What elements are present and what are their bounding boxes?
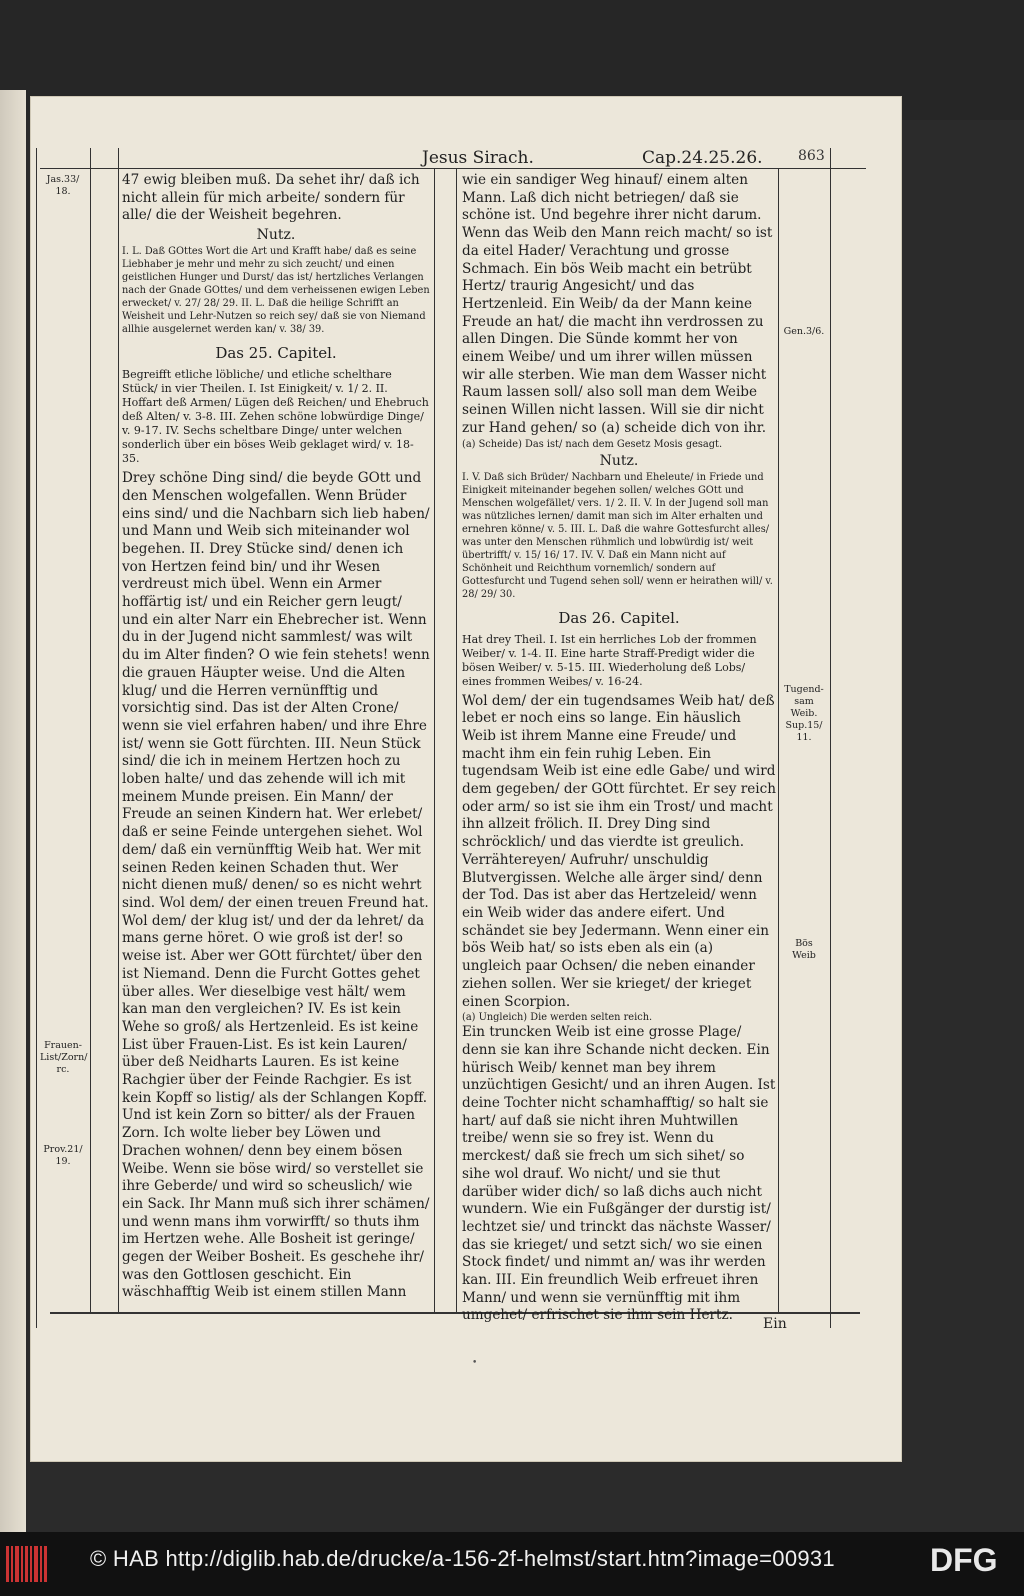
chapter-26-heading: Das 26. Capitel.	[558, 608, 680, 627]
dfg-logo: DFG	[930, 1542, 998, 1578]
nutz-text-2: I. V. Daß sich Brüder/ Nachbarn und Eheleute/ in Friede und Einigkeit miteinander begehen sollen/ welches GOtt und Menschen wolgefället/ vers. 1/ 2. II. V. In der Jugend soll man was nützliches lernen/ damit man sich im Alter erhalten und ernehren könne/ v. 5. III. L. Daß die wahre Gottesfurcht alles/ was unter den Menschen rühmlich und lobwürdig ist/ weit übertrifft/ v. 15/ 16/ 17. IV. V. Daß ein Mann nicht auf Schönheit und Reichthum vornemlich/ sondern auf Gottesfurcht und Tugend sehen soll/ wenn er heirathen will/ v. 28/ 29/ 30.	[462, 471, 773, 600]
chapter-25-heading: Das 25. Capitel.	[215, 344, 337, 363]
col1-left-rule	[118, 148, 119, 1314]
margin-note-right-2: Tugend- sam Weib. Sup.15/ 11.	[784, 684, 824, 743]
chapter-26-body-2: Ein truncken Weib ist eine grosse Plage/ denn sie kan ihre Schande nicht decken. Ein hürisch Weib/ kennet man bey ihrem unzüchtigen Gesicht/ und an ihren Augen. Ist deine Tochter nicht schamhafftig/ so halt sie hart/ auf daß sie nicht ihren Muhtwillen treibe/ wenn sie so frey ist. Wenn du merckest/ daß sie frech um sich sihet/ so sihe wol drauf. Wo nicht/ und sie thut darüber wider dich/ so laß dichs auch nicht wundern. Wie ein Fußgänger der durstig ist/ lechtzet sie/ und trinckt das nächste Wasser/ das sie krieget/ und setzt sich/ wo sie einen Stock findet/ und nimmt an/ was ihr werden kan. III. Ein freundlich Weib erfreuet ihren Mann/ und wenn sie vernünfftig mit ihm umgehet/ erfrischet sie ihm sein Hertz.	[462, 1024, 776, 1324]
chapter-26-body-1: Wol dem/ der ein tugendsames Weib hat/ deß lebet er noch eins so lange. Ein häuslich Weib ist ihrem Manne eine Freude/ und macht ihm ein fein ruhig Leben. Ein tugendsam Weib ist eine edle Gabe/ und wird dem gegeben/ der GOtt fürchtet. Er sey reich oder arm/ so ist sie ihm ein Trost/ und macht ihn allzeit frölich. II. Drey Ding sind schröcklich/ und das vierdte ist greulich. Verrähtereyen/ Aufruhr/ unschuldig Blutvergissen. Welche alle ärger sind/ denn der Tod. Das ist aber das Hertzeleid/ wenn ein Weib wider das andere eifert. Und schändet sie bey Jedermann. Wenn einer ein bös Weib hat/ so ists eben als ein (a) ungleich paar Ochsen/ die neben einander ziehen sollen. Wer sie krieget/ der krieget einen Scorpion.	[462, 692, 776, 1010]
margin-note-left-2: Frauen- List/Zorn/ rc.	[40, 1040, 88, 1075]
book-spine-edge	[0, 90, 26, 1560]
copyright-link[interactable]: © HAB http://diglib.hab.de/drucke/a-156-2f-helmst/start.htm?image=00931	[90, 1546, 835, 1571]
center-rule-a	[434, 168, 435, 1312]
footnote-a: (a) Scheide) Das ist/ nach dem Gesetz Mosis gesagt.	[462, 438, 723, 450]
footer-bar	[0, 1532, 1024, 1596]
margin-note-right-3: Bös Weib	[792, 938, 816, 961]
chapter-26-summary: Hat drey Theil. I. Ist ein herrliches Lob der frommen Weiber/ v. 1-4. II. Eine harte Straff-Predigt wider die bösen Weiber/ v. 5-15. III. Wiederholung deß Lobs/ eines frommen Weibes/ v. 16-24.	[462, 632, 757, 688]
outer-right-rule	[830, 148, 831, 1328]
barcode-icon	[6, 1546, 50, 1582]
nutz-text: I. L. Daß GOttes Wort die Art und Krafft habe/ daß es seine Liebhaber je mehr und mehr zu sich zeucht/ und einen geistlichen Hunger und Durst/ das ist/ hertzliches Verlangen nach der Gnade GOttes/ und dem verheissenen ewigen Leben erwecket/ v. 27/ 28/ 29. II. L. Daß die heilige Schrifft an Weisheit und Lehr-Nutzen so reich sey/ daß sie von Niemand allhie ausgelernet werden kan/ v. 38/ 39.	[122, 246, 430, 336]
chapter-25-continued: wie ein sandiger Weg hinauf/ einem alten Mann. Laß dich nicht betriegen/ daß sie schöne ist. Und begehre ihrer nicht darum. Wenn das Weib den Mann reich macht/ so ist da eitel Hader/ Verachtung und grosse Schmach. Ein bös Weib macht ein betrübt Hertz/ traurig Angesicht/ und das Hertzenleid. Ein Weib/ da der Mann keine Freude an hat/ die macht ihn verdrossen zu allen Dingen. Die Sünde kommt her von einem Weibe/ und um ihrer willen müssen wir alle sterben. Wie man dem Wasser nicht Raum lassen soll/ also soll man dem Weibe seinen Willen nicht lassen. Will sie dir nicht zur Hand gehen/ so (a) scheide dich von ihr.	[462, 172, 773, 436]
chapter-25-summary: Begreifft etliche löbliche/ und etliche schelthare Stück/ in vier Theilen. I. Ist Einigkeit/ v. 1/ 2. II. Hoffart deß Armen/ Lügen deß Reichen/ und Ehebruch deß Alten/ v. 3-8. III. Zehen schöne lobwürdige Dinge/ v. 9-17. IV. Sechs scheltbare Dinge/ unter welchen sonderlich über ein böses Weib geklaget wird/ v. 18-35.	[122, 368, 429, 466]
text-column-left	[122, 172, 430, 1310]
left-margin-rule	[90, 148, 91, 1314]
margin-note-right-1: Gen.3/6.	[783, 326, 825, 337]
margin-note-left-3: Prov.21/ 19.	[43, 1144, 83, 1167]
margin-note-left-1: Jas.33/ 18.	[46, 174, 80, 197]
center-rule-b	[456, 168, 457, 1312]
page-number: 863	[798, 148, 825, 164]
catchword: Ein	[763, 1316, 787, 1332]
footnote-b: (a) Ungleich) Die werden selten reich.	[462, 1012, 653, 1024]
text-column-right	[462, 172, 776, 1324]
book-page	[30, 96, 902, 1462]
ornament-dot: •	[472, 1358, 478, 1368]
header-rule	[40, 168, 866, 169]
chapter-range: Cap.24.25.26.	[642, 148, 763, 168]
col2-right-rule	[778, 168, 779, 1312]
outer-left-rule	[36, 148, 37, 1328]
running-title: Jesus Sirach.	[422, 148, 534, 168]
nutz-heading: Nutz.	[256, 227, 296, 244]
nutz-heading-2: Nutz.	[599, 452, 639, 469]
chapter-25-body: Drey schöne Ding sind/ die beyde GOtt und den Menschen wolgefallen. Wenn Brüder eins sind/ und die Nachbarn sich lieb haben/ und Mann und Weib sich miteinander wol begehen. II. Drey Stücke sind/ denen ich von Hertzen feind bin/ und ihr Wesen verdreust mich übel. Wenn ein Armer hoffärtig ist/ und ein Reicher gern leugt/ und ein alter Narr ein Ehebrecher ist. Wenn du in der Jugend nicht sammlest/ was wilt du im Alter finden? O wie fein stehets! wenn die grauen Häupter weise. Und die Alten klug/ und die Herren vernünfftig und vorsichtig sind. Das ist der Alten Crone/ wenn sie viel erfahren haben/ und ihre Ehre ist/ wenn sie Gott fürchten. III. Neun Stück sind/ die ich in meinem Hertzen hoch zu loben halte/ und das zehende will ich mit meinem Munde preisen. Ein Mann/ der Freude an seinen Kindern hat. Wer erlebet/ daß er seine Feinde untergehen siehet. Wol dem/ daß ein vernünfftig Weib hat. Wer mit seinen Reden keinen Schaden thut. Wer nicht dienen muß/ denen/ so es nicht wehrt sind. Wol dem/ der einen treuen Freund hat. Wol dem/ der klug ist/ und der da lehret/ da mans gerne höret. O wie groß ist der! so weise ist. Aber wer GOtt fürchtet/ über den ist Niemand. Denn die Furcht Gottes gehet über alles. Wer dieselbige vest hält/ wem kan man den vergleichen? IV. Es ist kein Wehe so groß/ als Hertzenleid. Es ist keine List über Frauen-List. Es ist kein Lauren/ über deß Neidharts Lauren. Es ist keine Rachgier über der Feinde Rachgier. Es ist kein Kopff so listig/ als der Schlangen Kopff. Und ist kein Zorn so bitter/ als der Frauen Zorn. Ich wolte lieber bey Löwen und Drachen wohnen/ denn bey einem bösen Weibe. Wenn sie böse wird/ so verstellet sie ihre Geberde/ und wird so scheuslich/ wie ein Sack. Ihr Mann muß sich ihrer schämen/ und wenn mans ihm vorwirfft/ so thuts ihm im Hertzen wehe. Alle Bosheit ist geringe/ gegen der Weiber Bosheit. Es geschehe ihr/ was den Gottlosen geschicht. Ein wäschhafftig Weib ist einem stillen Mann	[122, 470, 430, 1301]
chapter-24-ending: 47 ewig bleiben muß. Da sehet ihr/ daß ich nicht allein für mich arbeite/ sondern für alle/ die der Weisheit begehren.	[122, 172, 420, 224]
